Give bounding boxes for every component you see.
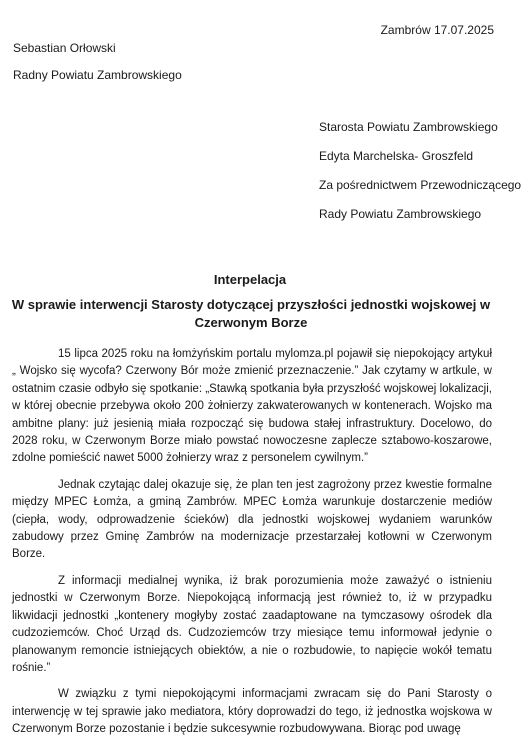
- recipient-line: Za pośrednictwem Przewodniczącego: [319, 178, 521, 192]
- letter-body: [12, 346, 492, 748]
- recipient-line: Starosta Powiatu Zambrowskiego: [319, 120, 498, 134]
- body-paragraph: Jednak czytając dalej okazuje się, że plan ten jest zagrożony przez kwestie formalne między MPEC Łomża, a gminą Zambrów. MPEC Łomża warunkuje dostarczenie mediów (ciepła, wody, odprowadzenie ścieków) dla jednostki wojskowej wydaniem warunków zabudowy przez Gminę Zambrów na modernizacje przestarzałej kotłowni w Czerwonym Borze.: [12, 478, 492, 561]
- letter-date: Zambrów 17.07.2025: [380, 23, 494, 37]
- body-paragraph: Z informacji medialnej wynika, iż brak porozumienia może zaważyć o istnieniu jednostki w Czerwonym Borze. Niepokojącą informacją jest również to, iż w przypadku likwidacji jednostki „kontenery mogłyby zostać zaadaptowane na tymczasowy ośrodek dla cudzoziemców. Choć Urząd ds. Cudzoziemców trzy miesiące temu informował jedynie o planowanym remoncie istniejących obiektów, a nie o rozbudowie, to napięcie wokół tematu rośnie.”: [12, 574, 492, 674]
- recipient-block: [319, 119, 521, 235]
- body-paragraph: W związku z tymi niepokojącymi informacjami zwracam się do Pani Starosty o interwencję w tej sprawie jako mediatora, który doprowadzi do tego, iż jednostka wojskowa w Czerwonym Borze pozostanie i będzie sukcesywnie rozbudowywana. Biorąc pod uwagę: [12, 688, 492, 736]
- recipient-line: Rady Powiatu Zambrowskiego: [319, 207, 482, 221]
- body-paragraph: 15 lipca 2025 roku na łomżyńskim portalu mylomza.pl pojawił się niepokojący artykuł „ Wojsko się wycofa? Czerwony Bór może zmienić przeznaczenie.” Jak czytamy w artkule, w ostatnim czasie odbyło się spotkanie: „Stawką spotkania była przyszłość wojskowej lokalizacji, w której obecnie przebywa około 200 żołnierzy zakwaterowanych w kontenerach. Wojsko ma ambitne plany: już jesienią miała rozpocząć się budowa stałej infrastruktury. Docelowo, do 2028 roku, w Czerwonym Borze miało powstać nowoczesne zaplecze sztabowo-koszarowe, zdolne pomieścić nawet 5000 żołnierzy wraz z personelem cywilnym.”: [12, 348, 492, 465]
- document-title: Interpelacja: [213, 272, 287, 287]
- sender-name: Sebastian Orłowski: [13, 41, 116, 55]
- sender-block: [13, 40, 182, 94]
- sender-role: Radny Powiatu Zambrowskiego: [13, 68, 182, 82]
- document-subject: W sprawie interwencji Starosty dotyczącej przyszłości jednostki wojskowej w Czerwonym Borze: [11, 297, 491, 330]
- recipient-line: Edyta Marchelska- Groszfeld: [319, 149, 474, 163]
